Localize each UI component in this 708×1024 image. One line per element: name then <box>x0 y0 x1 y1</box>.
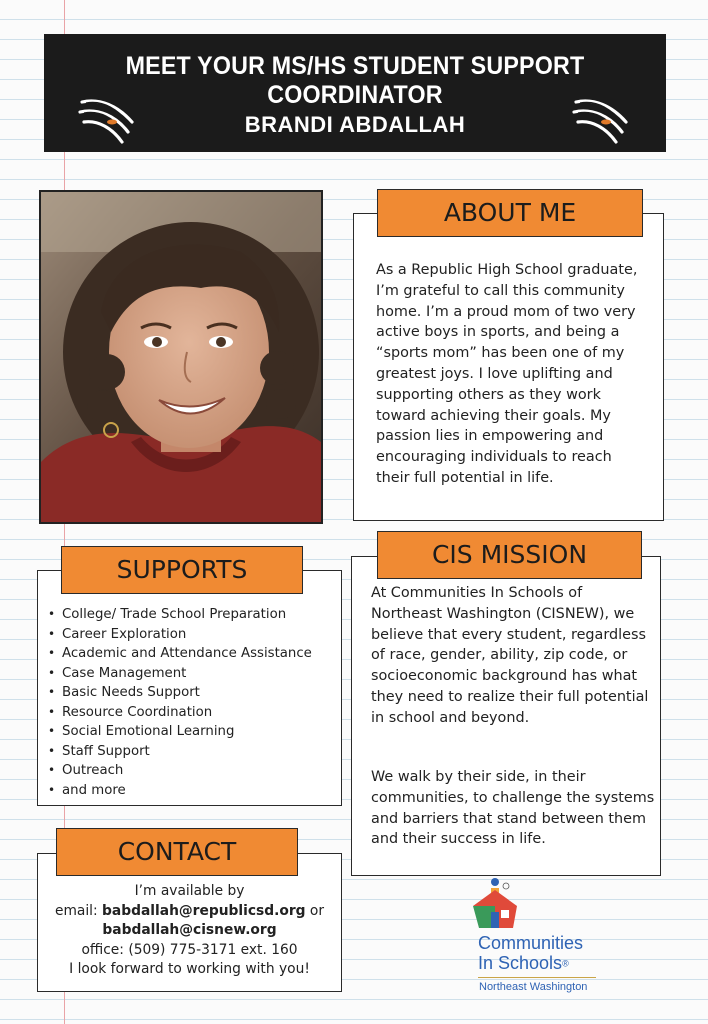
header-banner <box>44 34 666 152</box>
office-phone: office: (509) 775-3171 ext. 160 <box>81 941 298 958</box>
about-heading: ABOUT ME <box>377 189 643 237</box>
mission-section <box>351 556 661 876</box>
email-or: or <box>305 902 325 919</box>
claw-scratch-icon <box>78 92 138 148</box>
contact-details <box>38 882 341 980</box>
registered-mark: ® <box>562 958 569 968</box>
coordinator-name: BRANDI ABDALLAH <box>244 112 466 137</box>
coordinator-photo <box>39 190 323 524</box>
supports-heading: SUPPORTS <box>61 546 303 594</box>
list-item: • College/ Trade School Preparation <box>48 605 338 625</box>
logo-line-2 <box>478 954 628 974</box>
cis-logo-name <box>478 934 628 974</box>
list-item: • Case Management <box>48 664 338 684</box>
email-link-republicsd[interactable]: babdallah@republicsd.org <box>102 902 306 919</box>
mission-paragraph-2: We walk by their side, in their communities, to challenge the systems and barriers that stand between them and their success in life. <box>371 769 655 848</box>
mission-heading: CIS MISSION <box>377 531 642 579</box>
portrait-illustration <box>41 192 321 522</box>
contact-email-line <box>38 902 341 922</box>
mission-paragraph-1: At Communities In Schools of Northeast Washington (CISNEW), we believe that every student, regardless of race, gender, ability, zip code, or socioeconomic background has what they need to realize their full potential in school and beyond. <box>371 585 649 726</box>
contact-heading: CONTACT <box>56 828 298 876</box>
list-item: • Outreach <box>48 761 338 781</box>
contact-closing: I look forward to working with you! <box>69 961 310 977</box>
list-item: • Social Emotional Learning <box>48 722 338 742</box>
contact-intro: I’m available by <box>134 883 245 899</box>
email-link-cisnew[interactable]: babdallah@cisnew.org <box>102 922 277 938</box>
supports-list <box>48 605 338 800</box>
claw-scratch-icon <box>572 92 632 148</box>
list-item: • Resource Coordination <box>48 703 338 723</box>
about-text: As a Republic High School graduate, I’m grateful to call this community home. I’m a proud mom of two very active boys in sports, and being a “sports mom” has been one of my greatest joys. I love uplifting and supporting others as they work toward achieving their goals. My passion lies in empowering and encouraging individuals to reach their full potential in life. <box>376 262 638 486</box>
list-item: • Academic and Attendance Assistance <box>48 644 338 664</box>
logo-divider <box>478 977 596 978</box>
page-title: MEET YOUR MS/HS STUDENT SUPPORT COORDINATOR <box>125 52 585 109</box>
logo-line-2-text: In Schools <box>478 952 563 973</box>
cis-house-logo-icon <box>471 876 521 932</box>
supports-section <box>37 570 342 806</box>
email-label: email: <box>54 902 103 919</box>
list-item: • Basic Needs Support <box>48 683 338 703</box>
list-item: • Career Exploration <box>48 625 338 645</box>
about-section <box>353 213 664 521</box>
list-item: • Staff Support <box>48 742 338 762</box>
logo-subtitle: Northeast Washington <box>479 981 588 993</box>
logo-line-1: Communities <box>478 933 584 953</box>
list-item: • and more <box>48 781 338 801</box>
